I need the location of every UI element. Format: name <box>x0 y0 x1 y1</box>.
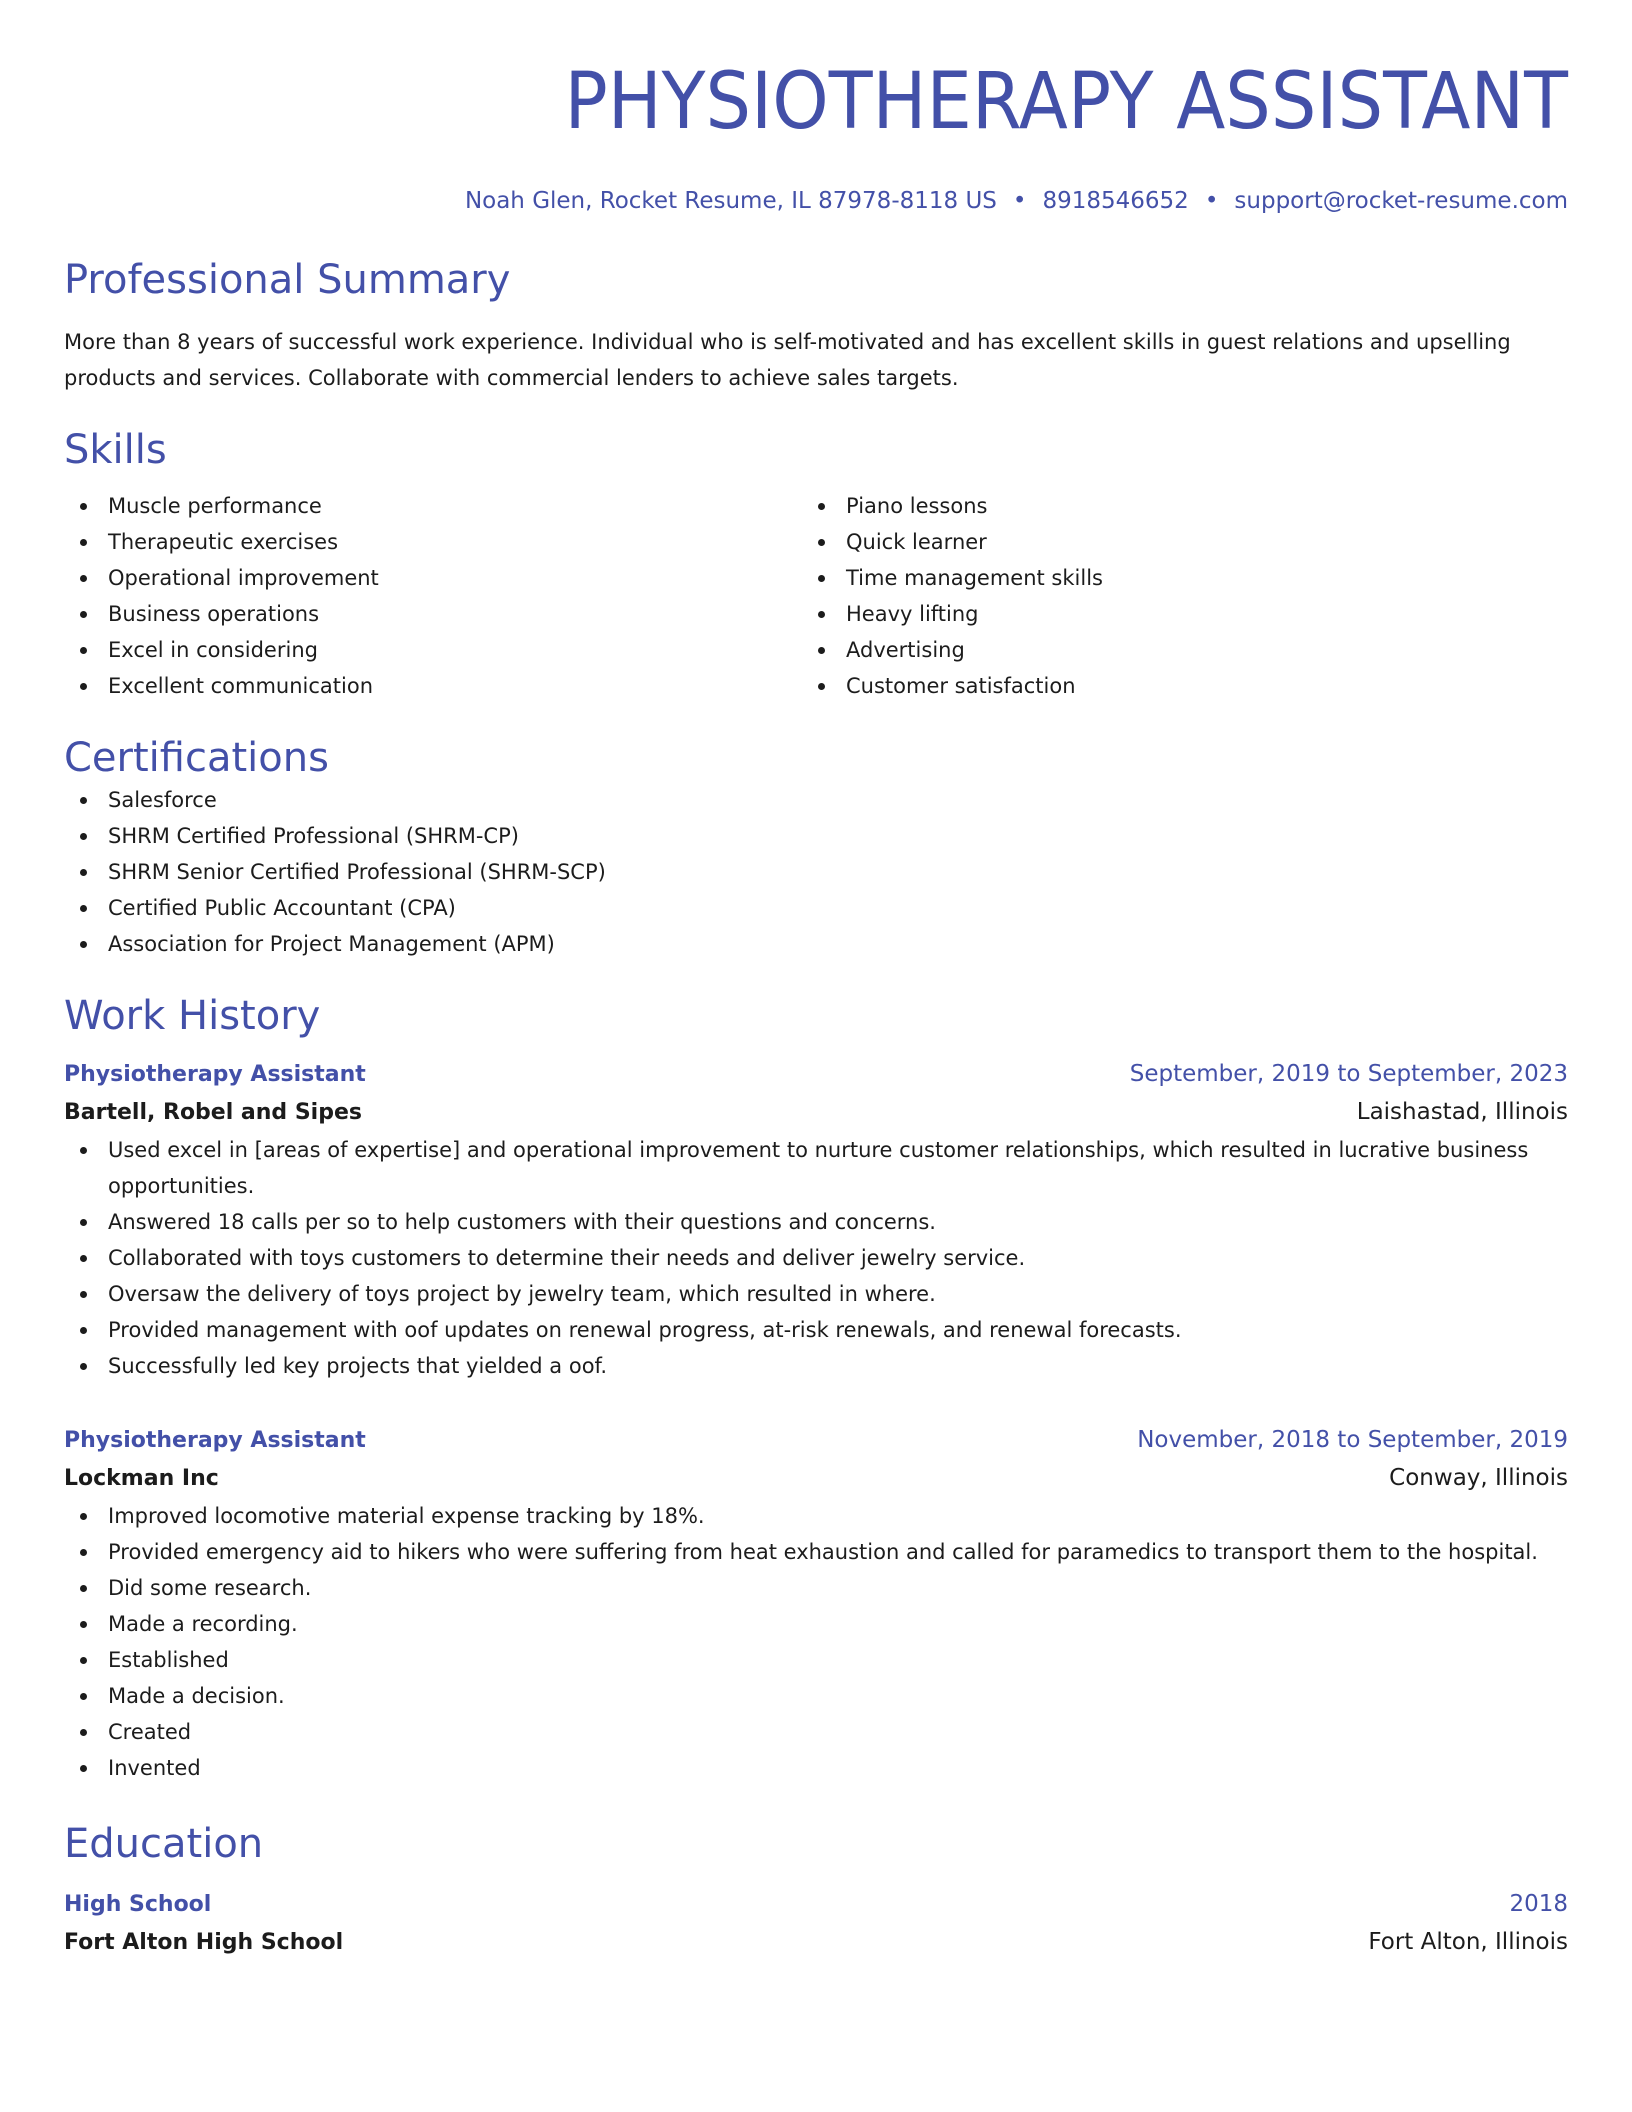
skill-item: Quick learner <box>802 524 1540 560</box>
job-entry <box>64 1056 1568 1384</box>
contact-separator: • <box>1012 188 1027 214</box>
job-dates: November, 2018 to September, 2019 <box>1137 1427 1568 1453</box>
job-bullet-list <box>64 1132 1568 1384</box>
work-history-section <box>64 992 1568 1786</box>
job-bullet: Made a recording. <box>64 1606 1568 1642</box>
job-bullet: Collaborated with toys customers to determine their needs and deliver jewelry service. <box>64 1240 1568 1276</box>
contact-email: support@rocket-resume.com <box>1234 188 1568 214</box>
skills-heading: Skills <box>64 427 167 473</box>
contact-address: Noah Glen, Rocket Resume, IL 87978-8118 US <box>464 188 997 214</box>
job-bullet: Used excel in [areas of expertise] and operational improvement to nurture customer relationships, which resulted in lucrative business opportunities. <box>64 1132 1568 1204</box>
job-bullet: Created <box>64 1714 1568 1750</box>
job-bullet: Answered 18 calls per so to help customers with their questions and concerns. <box>64 1204 1568 1240</box>
skills-section <box>64 426 1568 704</box>
certification-item: SHRM Certified Professional (SHRM-CP) <box>64 818 1568 854</box>
job-location: Conway, Illinois <box>1389 1465 1568 1491</box>
education-heading: Education <box>64 1821 264 1867</box>
job-title: Physiotherapy Assistant <box>64 1062 366 1087</box>
skill-item: Time management skills <box>802 560 1540 596</box>
education-entry <box>64 1886 1568 1962</box>
job-company: Bartell, Robel and Sipes <box>64 1100 362 1125</box>
contact-line <box>64 186 1568 216</box>
job-bullet: Provided management with oof updates on renewal progress, at-risk renewals, and renewal forecasts. <box>64 1312 1568 1348</box>
job-bullet: Successfully led key projects that yielded a oof. <box>64 1348 1568 1384</box>
skill-item: Heavy lifting <box>802 596 1540 632</box>
education-degree: High School <box>64 1892 212 1917</box>
education-school-row <box>64 1923 1568 1962</box>
skill-item: Advertising <box>802 632 1540 668</box>
job-dates: September, 2019 to September, 2023 <box>1129 1061 1568 1087</box>
education-header-row <box>64 1886 1568 1923</box>
certification-item: Certified Public Accountant (CPA) <box>64 890 1568 926</box>
job-bullet: Oversaw the delivery of toys project by jewelry team, which resulted in where. <box>64 1276 1568 1312</box>
summary-text: More than 8 years of successful work experience. Individual who is self-motivated and has excellent skills in guest relations and upselling products and services. Collaborate with commercial lenders to achieve sales targets. <box>64 330 1511 390</box>
job-company-row <box>64 1093 1568 1132</box>
resume-title: PHYSIOTHERAPY ASSISTANT <box>564 57 1568 147</box>
certifications-heading: Certifications <box>64 735 329 781</box>
job-company: Lockman Inc <box>64 1466 219 1491</box>
education-location: Fort Alton, Illinois <box>1368 1929 1568 1955</box>
job-bullet-list <box>64 1498 1568 1786</box>
skill-item: Excellent communication <box>64 668 802 704</box>
certification-item: Association for Project Management (APM) <box>64 926 1568 962</box>
skills-list-left <box>64 488 802 704</box>
skills-list-right <box>802 488 1540 704</box>
skill-item: Customer satisfaction <box>802 668 1540 704</box>
job-entry <box>64 1422 1568 1786</box>
certifications-section <box>64 734 1568 962</box>
job-title: Physiotherapy Assistant <box>64 1428 366 1453</box>
skill-item: Muscle performance <box>64 488 802 524</box>
skills-columns <box>64 488 1568 704</box>
contact-separator: • <box>1204 188 1219 214</box>
skill-item: Excel in considering <box>64 632 802 668</box>
skill-item: Operational improvement <box>64 560 802 596</box>
job-bullet: Improved locomotive material expense tracking by 18%. <box>64 1498 1568 1534</box>
certification-item: SHRM Senior Certified Professional (SHRM-SCP) <box>64 854 1568 890</box>
certifications-list <box>64 782 1568 962</box>
summary-heading: Professional Summary <box>64 257 511 303</box>
job-header-row <box>64 1056 1568 1093</box>
education-section <box>64 1820 1568 1962</box>
contact-phone: 8918546652 <box>1042 188 1189 214</box>
job-bullet: Made a decision. <box>64 1678 1568 1714</box>
certification-item: Salesforce <box>64 782 1568 818</box>
job-bullet: Did some research. <box>64 1570 1568 1606</box>
job-company-row <box>64 1459 1568 1498</box>
job-bullet: Provided emergency aid to hikers who were suffering from heat exhaustion and called for paramedics to transport them to the hospital. <box>64 1534 1568 1570</box>
job-location: Laishastad, Illinois <box>1356 1099 1568 1125</box>
education-year: 2018 <box>1509 1891 1568 1917</box>
skill-item: Business operations <box>64 596 802 632</box>
job-bullet: Invented <box>64 1750 1568 1786</box>
job-header-row <box>64 1422 1568 1459</box>
resume-header <box>64 56 1568 216</box>
work-history-heading: Work History <box>64 993 321 1039</box>
job-bullet: Established <box>64 1642 1568 1678</box>
skill-item: Piano lessons <box>802 488 1540 524</box>
education-school: Fort Alton High School <box>64 1930 344 1955</box>
summary-section <box>64 256 1568 396</box>
skill-item: Therapeutic exercises <box>64 524 802 560</box>
